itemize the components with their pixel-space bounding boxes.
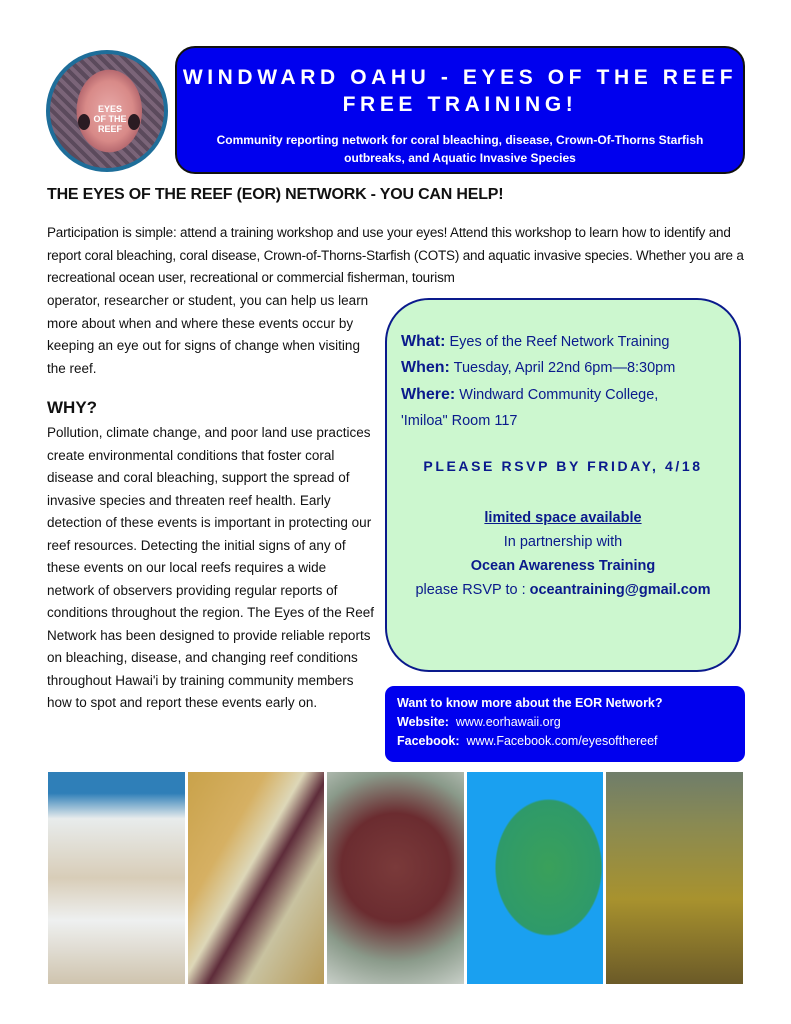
where-value: Windward Community College, — [459, 387, 659, 403]
rsvp-prefix: please RSVP to : — [415, 582, 530, 598]
photo-crown-of-thorns-starfish — [327, 772, 464, 984]
when-value: Tuesday, April 22nd 6pm—8:30pm — [453, 360, 676, 376]
photo-strip — [48, 772, 743, 984]
title-banner — [175, 46, 745, 174]
website-link[interactable]: www.eorhawaii.org — [455, 715, 561, 729]
eyes-of-the-reef-logo — [46, 50, 168, 172]
website-row — [397, 713, 733, 732]
partnership-label: In partnership with — [503, 534, 623, 550]
fish-eye-left — [78, 114, 90, 130]
limited-space-note: limited space available — [484, 510, 642, 526]
photo-invasive-algae — [606, 772, 743, 984]
when-label: When: — [401, 359, 450, 376]
what-value: Eyes of the Reef Network Training — [449, 334, 670, 350]
logo-text-line: EYES — [97, 104, 122, 114]
section-heading-why: WHY? — [47, 398, 98, 417]
banner-title-line1: WINDWARD OAHU - EYES OF THE REEF — [182, 66, 738, 89]
facebook-label: Facebook: — [397, 734, 460, 748]
event-where — [401, 383, 658, 407]
rsvp-line — [387, 578, 739, 602]
event-details-box — [385, 298, 741, 672]
more-info-box — [385, 686, 745, 762]
banner-subtitle: Community reporting network for coral bleaching, disease, Crown-Of-Thorns Starfish outbreaks, and Aquatic Invasive Species — [216, 133, 704, 165]
photo-reef-fish — [467, 772, 604, 984]
rsvp-deadline: PLEASE RSVP BY FRIDAY, 4/18 — [423, 458, 703, 474]
what-label: What: — [401, 333, 446, 350]
logo-text — [90, 104, 130, 134]
partner-name: Ocean Awareness Training — [470, 558, 656, 574]
intro-paragraph: Participation is simple: attend a training workshop and use your eyes! Attend this workshop to learn how to identify and report coral bleaching, coral disease, Crown-of-Thorns-Starfish (COTS) and aquatic invasive species. Whether you are a recreational ocean user, recreational or commercial fisherman, tourism — [47, 225, 744, 285]
where-label: Where: — [401, 386, 456, 403]
event-when — [401, 356, 675, 380]
why-paragraph: Pollution, climate change, and poor land use practices create environmental conditions that foster coral disease and coral bleaching, support the spread of invasive species and threaten reef health. Early detection of these events is important in protecting our reef resources. Detecting the initial signs of any of these events on our local reefs requires a wide network of observers providing regular reports of conditions throughout the region. The Eyes of the Reef Network has been designed to provide reliable reports on bleaching, disease, and changing reef conditions throughout Hawai'i by training community members how to spot and report these events early on. — [47, 425, 374, 710]
intro-paragraph-continued: operator, researcher or student, you can help us learn more about when and where these events occur by keeping an eye out for signs of change when visiting the reef. — [47, 293, 369, 376]
section-heading-network: THE EYES OF THE REEF (EOR) NETWORK - YOU CAN HELP! — [47, 186, 504, 203]
logo-text-line: REEF — [97, 124, 122, 134]
more-info-heading: Want to know more about the EOR Network? — [397, 696, 663, 710]
photo-coral-disease — [188, 772, 325, 984]
banner-title-line2: FREE TRAINING! — [342, 93, 578, 116]
rsvp-email-link[interactable]: oceantraining@gmail.com — [529, 582, 711, 598]
logo-text-line: OF THE — [93, 114, 127, 124]
website-label: Website: — [397, 715, 449, 729]
facebook-row — [397, 732, 733, 751]
photo-coral-bleaching — [48, 772, 185, 984]
event-where-room: 'Imiloa" Room 117 — [401, 413, 518, 429]
facebook-link[interactable]: www.Facebook.com/eyesofthereef — [466, 734, 658, 748]
event-what — [401, 330, 670, 354]
